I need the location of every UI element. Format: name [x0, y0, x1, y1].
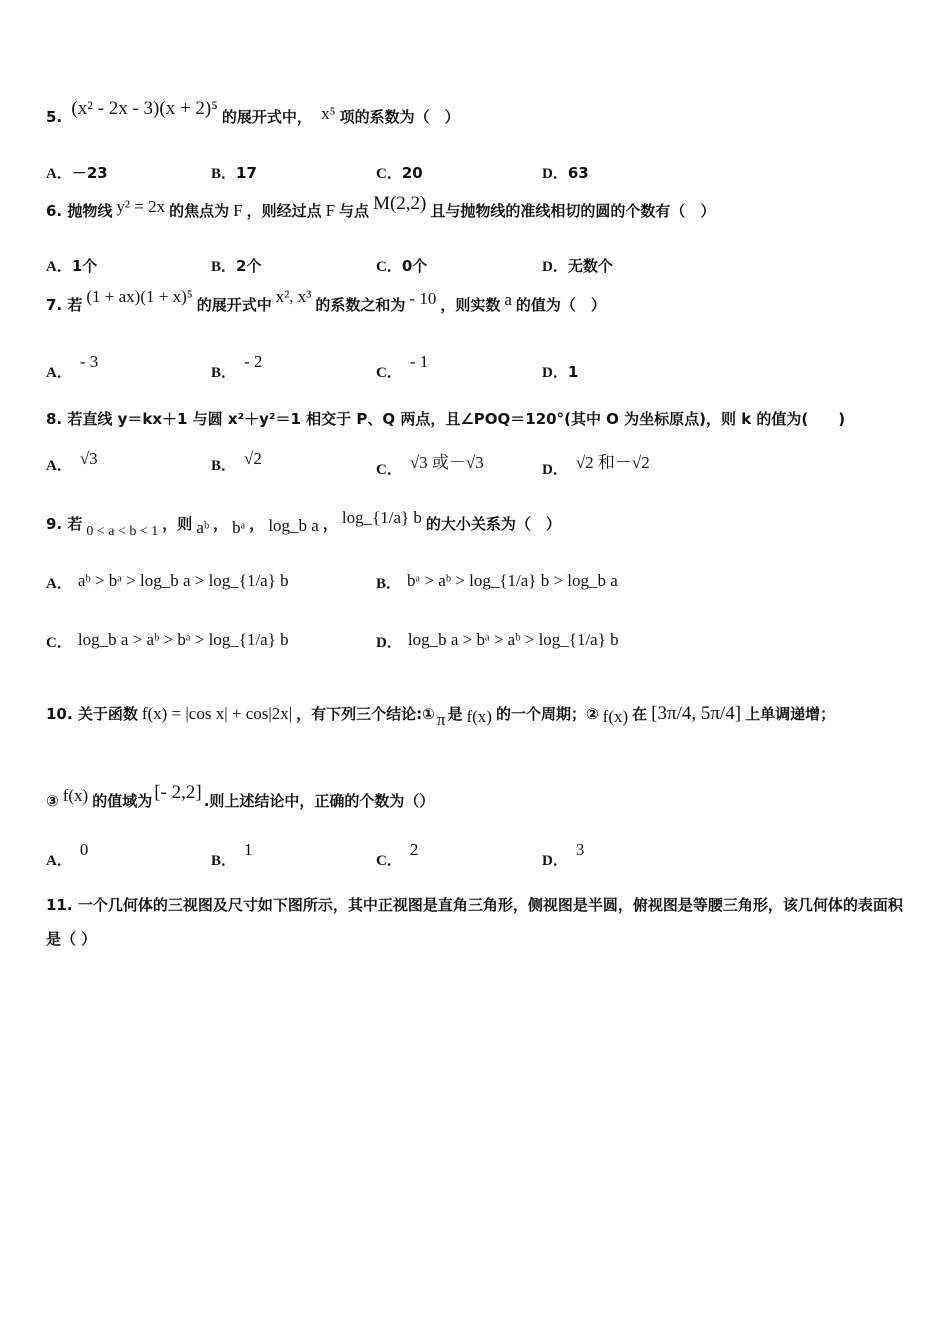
q7-text-5: 的值为（ ） — [515, 296, 606, 314]
q6-text-4: 与点 — [339, 202, 370, 220]
q6-text-1: 抛物线 — [67, 202, 113, 220]
q7-text-2: 的展开式中 — [196, 296, 272, 314]
q6-text-3: ，则经过点 — [246, 202, 322, 220]
q10-text-3: 是 — [447, 705, 463, 723]
q11-number: 11. — [46, 896, 73, 914]
q7-text-4: ，则实数 — [440, 296, 501, 314]
q10-line2-text-3: .则上述结论中，正确的个数为（） — [203, 792, 435, 810]
q7-expression-2: x², x³ — [275, 287, 312, 306]
q10-option-a[interactable]: A．0 — [46, 840, 89, 869]
q9-text-5: ， — [322, 515, 338, 533]
q9-option-b[interactable]: B． bᵃ > aᵇ > log_{1/a} b > log_b a — [376, 571, 618, 592]
q10-line2-text-2: 的值域为 — [92, 792, 153, 810]
q9-expression-5: log_{1/a} b — [341, 508, 422, 527]
q5-number: 5. — [46, 108, 63, 126]
question-9 — [46, 508, 910, 539]
q10-text-2: ，有下列三个结论:① — [296, 705, 435, 723]
q6-expression-4: M(2,2) — [373, 193, 427, 214]
q9-option-d[interactable]: D． log_b a > bᵃ > aᵇ > log_{1/a} b — [376, 630, 619, 651]
q9-option-c[interactable]: C． log_b a > aᵇ > bᵃ > log_{1/a} b — [46, 630, 289, 651]
q7-option-a[interactable]: A．- 3 — [46, 352, 99, 381]
q6-expression-1: y² = 2x — [116, 197, 166, 216]
q10-number: 10. — [46, 705, 73, 723]
q5-option-d[interactable]: D．63 — [542, 164, 589, 182]
q6-expression-2: F — [233, 201, 243, 220]
q10-text-1: 关于函数 — [77, 705, 138, 723]
q10-line2-expression-2: [- 2,2] — [154, 782, 202, 803]
q8-option-a[interactable]: A． √3 — [46, 449, 98, 474]
q7-expression-4: a — [504, 290, 512, 309]
q10-option-c[interactable]: C．2 — [376, 840, 419, 869]
q8-option-d[interactable]: D． √2 和－√2 — [542, 453, 650, 478]
question-5 — [46, 98, 910, 128]
q5-text-1: 的展开式中， — [221, 108, 312, 126]
q9-expression-4: log_b a — [268, 516, 319, 535]
q6-option-a[interactable]: A．1个 — [46, 257, 98, 275]
q7-text-3: 的系数之和为 — [315, 296, 406, 314]
q6-expression-3: F — [325, 201, 336, 220]
q9-text-4: ， — [249, 515, 265, 533]
q7-option-d[interactable]: D．1 — [542, 363, 579, 381]
q10-expression-5: [3π/4, 5π/4] — [651, 703, 742, 724]
q9-text-2: ，则 — [162, 515, 193, 533]
question-7 — [46, 287, 910, 315]
q10-text-6: 上单调递增； — [745, 705, 836, 723]
q10-expression-4: f(x) — [602, 707, 629, 726]
q6-option-d[interactable]: D．无数个 — [542, 257, 613, 275]
q9-expression-3: bᵃ — [232, 518, 246, 537]
q10-expression-2: π — [436, 710, 446, 729]
q5-option-a[interactable]: A．－23 — [46, 164, 108, 182]
q7-expression-3: - 10 — [409, 289, 437, 308]
q10-line2-expression-1: f(x) — [62, 786, 89, 805]
q6-option-b[interactable]: B．2个 — [211, 257, 262, 275]
q6-text-5: 且与抛物线的准线相切的圆的个数有（ ） — [430, 202, 716, 220]
q10-option-d[interactable]: D．3 — [542, 840, 585, 869]
q7-expression-1: (1 + ax)(1 + x)⁵ — [86, 287, 193, 306]
q5-expression-2: x⁵ — [321, 104, 336, 123]
q10-expression-3: f(x) — [466, 707, 492, 726]
q8-text: 若直线 y＝kx＋1 与圆 x²＋y²＝1 相交于 P、Q 两点，且∠POQ＝120°(其中 O 为坐标原点)，则 k 的值为( ) — [67, 410, 846, 428]
q6-option-c[interactable]: C．0个 — [376, 257, 428, 275]
question-10-line-2 — [46, 782, 910, 812]
q7-option-c[interactable]: C．- 1 — [376, 352, 429, 381]
question-10 — [46, 703, 910, 729]
q7-option-b[interactable]: B．- 2 — [211, 352, 263, 381]
q9-text-6: 的大小关系为（ ） — [425, 515, 561, 533]
q10-expression-1: f(x) = |cos x| + cos|2x| — [141, 704, 293, 723]
q9-expression-2: aᵇ — [196, 518, 210, 537]
q11-text: 一个几何体的三视图及尺寸如下图所示，其中正视图是直角三角形，侧视图是半圆，俯视图是等腰三角形，该几何体的表面积是（ ） — [46, 896, 903, 948]
question-11 — [46, 888, 910, 956]
q9-text-1: 若 — [67, 515, 83, 533]
q9-number: 9. — [46, 515, 63, 533]
q10-option-b[interactable]: B．1 — [211, 840, 253, 869]
question-8 — [46, 408, 910, 429]
q9-text-3: ， — [213, 515, 229, 533]
q9-expression-1: 0 < a < b < 1 — [86, 524, 159, 539]
q7-number: 7. — [46, 296, 63, 314]
q10-line2-text-1: ③ — [46, 792, 59, 810]
q5-text-2: 项的系数为（ ） — [339, 108, 460, 126]
q5-option-b[interactable]: B．17 — [211, 164, 257, 182]
question-6 — [46, 193, 910, 222]
q8-option-b[interactable]: B． √2 — [211, 449, 262, 474]
q5-option-c[interactable]: C．20 — [376, 164, 423, 182]
q6-number: 6. — [46, 202, 63, 220]
q8-number: 8. — [46, 410, 63, 428]
q8-option-c[interactable]: C． √3 或－√3 — [376, 453, 484, 478]
q10-text-5: 在 — [632, 705, 648, 723]
q6-text-2: 的焦点为 — [169, 202, 230, 220]
q5-expression: (x² - 2x - 3)(x + 2)⁵ — [71, 98, 218, 119]
q7-text-1: 若 — [67, 296, 83, 314]
q9-option-a[interactable]: A． aᵇ > bᵃ > log_b a > log_{1/a} b — [46, 571, 289, 592]
q10-text-4: 的一个周期；② — [495, 705, 599, 723]
